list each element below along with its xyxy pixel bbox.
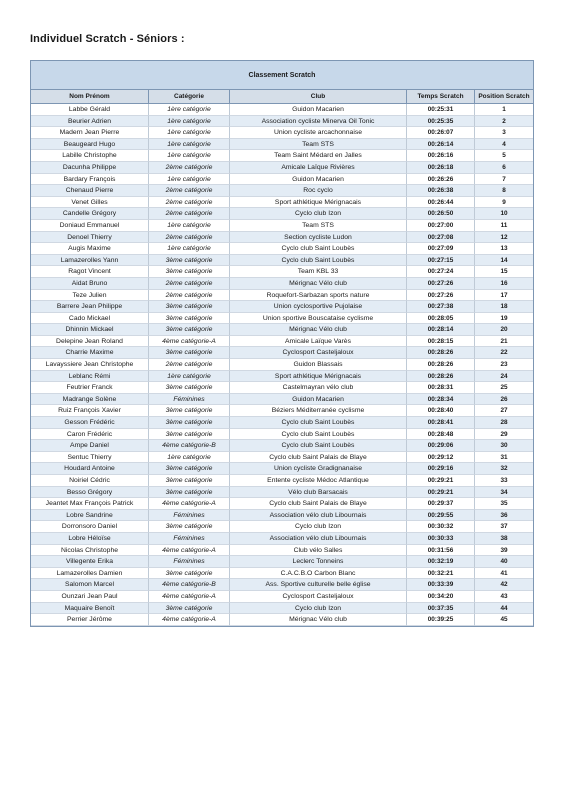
header-position: Position Scratch	[478, 93, 530, 100]
header-category: Catégorie	[149, 90, 230, 103]
cell-name: Madrange Solène	[31, 394, 149, 406]
cell-position: 20	[475, 324, 533, 336]
cell-time: 00:34:20	[407, 591, 475, 603]
cell-time: 00:26:38	[407, 185, 475, 197]
cell-position: 29	[475, 429, 533, 441]
cell-position: 42	[475, 579, 533, 591]
cell-position: 37	[475, 521, 533, 533]
cell-name: Candelle Grégory	[31, 208, 149, 220]
cell-name: Delepine Jean Roland	[31, 336, 149, 348]
cell-category: 4ème catégorie-A	[149, 336, 230, 348]
cell-position: 16	[475, 278, 533, 290]
cell-name: Houdard Antoine	[31, 463, 149, 475]
cell-name: Charrie Maxime	[31, 347, 149, 359]
table-row	[31, 197, 533, 209]
cell-category: 3ème catégorie	[149, 301, 230, 313]
cell-name: Lobre Sandrine	[31, 510, 149, 522]
table-body	[31, 104, 533, 626]
cell-category: 1ère catégorie	[149, 104, 230, 116]
cell-club: Castelmayran vélo club	[230, 382, 407, 394]
cell-position: 25	[475, 382, 533, 394]
cell-name: Besso Grégory	[31, 487, 149, 499]
cell-time: 00:26:26	[407, 174, 475, 186]
cell-category: 1ère catégorie	[149, 243, 230, 255]
table-row	[31, 510, 533, 522]
table-row	[31, 162, 533, 174]
cell-position: 10	[475, 208, 533, 220]
cell-club: Roc cyclo	[230, 185, 407, 197]
cell-name: Perrier Jérôme	[31, 614, 149, 626]
cell-club: Mérignac Vélo club	[230, 614, 407, 626]
table-row	[31, 382, 533, 394]
cell-category: 1ère catégorie	[149, 127, 230, 139]
cell-position: 26	[475, 394, 533, 406]
cell-time: 00:27:00	[407, 220, 475, 232]
table-row	[31, 336, 533, 348]
cell-club: C.A.C.B.O Carbon Blanc	[230, 568, 407, 580]
cell-name: Caron Frédéric	[31, 429, 149, 441]
cell-name: Labbe Gérald	[31, 104, 149, 116]
cell-name: Villegente Erika	[31, 556, 149, 568]
cell-time: 00:26:14	[407, 139, 475, 151]
table-row	[31, 359, 533, 371]
cell-time: 00:27:15	[407, 255, 475, 267]
cell-position: 11	[475, 220, 533, 232]
cell-category: 1ère catégorie	[149, 371, 230, 383]
cell-name: Nicolas Christophe	[31, 545, 149, 557]
cell-time: 00:29:12	[407, 452, 475, 464]
cell-club: Cyclo club Izon	[230, 521, 407, 533]
cell-club: Mérignac Vélo club	[230, 278, 407, 290]
cell-position: 43	[475, 591, 533, 603]
cell-name: Doniaud Emmanuel	[31, 220, 149, 232]
cell-category: 4ème catégorie-B	[149, 440, 230, 452]
cell-club: Cyclo club Saint Loubès	[230, 417, 407, 429]
cell-category: 3ème catégorie	[149, 521, 230, 533]
cell-time: 00:26:07	[407, 127, 475, 139]
cell-club: Cyclo club Saint Palais de Blaye	[230, 452, 407, 464]
cell-position: 39	[475, 545, 533, 557]
cell-time: 00:27:26	[407, 278, 475, 290]
cell-category: Féminines	[149, 556, 230, 568]
cell-club: Entente cycliste Médoc Atlantique	[230, 475, 407, 487]
cell-category: Féminines	[149, 533, 230, 545]
cell-category: 2ème catégorie	[149, 278, 230, 290]
table-row	[31, 150, 533, 162]
cell-club: Cyclosport Casteljaloux	[230, 591, 407, 603]
table-row	[31, 127, 533, 139]
cell-time: 00:32:21	[407, 568, 475, 580]
table-row	[31, 568, 533, 580]
cell-time: 00:29:16	[407, 463, 475, 475]
cell-category: 3ème catégorie	[149, 255, 230, 267]
cell-position: 34	[475, 487, 533, 499]
cell-name: Barrere Jean Philippe	[31, 301, 149, 313]
cell-position: 40	[475, 556, 533, 568]
cell-position: 36	[475, 510, 533, 522]
cell-position: 41	[475, 568, 533, 580]
header-club: Club	[230, 90, 407, 103]
cell-time: 00:29:37	[407, 498, 475, 510]
cell-time: 00:27:09	[407, 243, 475, 255]
table-row	[31, 475, 533, 487]
cell-category: 1ère catégorie	[149, 116, 230, 128]
cell-time: 00:28:15	[407, 336, 475, 348]
table-row	[31, 185, 533, 197]
cell-position: 17	[475, 290, 533, 302]
cell-name: Dhinnin Mickael	[31, 324, 149, 336]
cell-category: 1ère catégorie	[149, 452, 230, 464]
cell-club: Team Saint Médard en Jalles	[230, 150, 407, 162]
cell-time: 00:29:06	[407, 440, 475, 452]
cell-time: 00:31:56	[407, 545, 475, 557]
cell-club: Cyclo club Saint Loubès	[230, 429, 407, 441]
cell-name: Lobre Héloïse	[31, 533, 149, 545]
table-row	[31, 405, 533, 417]
table-row	[31, 324, 533, 336]
cell-time: 00:30:32	[407, 521, 475, 533]
cell-time: 00:29:21	[407, 487, 475, 499]
cell-name: Teze Julien	[31, 290, 149, 302]
cell-time: 00:37:35	[407, 603, 475, 615]
cell-club: Mérignac Vélo club	[230, 324, 407, 336]
cell-time: 00:28:05	[407, 313, 475, 325]
cell-position: 21	[475, 336, 533, 348]
cell-club: Guidon Blassais	[230, 359, 407, 371]
table-row	[31, 301, 533, 313]
cell-time: 00:33:39	[407, 579, 475, 591]
cell-position: 33	[475, 475, 533, 487]
cell-position: 27	[475, 405, 533, 417]
cell-name: Gesson Frédéric	[31, 417, 149, 429]
cell-category: 3ème catégorie	[149, 487, 230, 499]
cell-category: 2ème catégorie	[149, 208, 230, 220]
cell-category: 3ème catégorie	[149, 266, 230, 278]
table-row	[31, 440, 533, 452]
cell-name: Feutrier Franck	[31, 382, 149, 394]
cell-name: Salomon Marcel	[31, 579, 149, 591]
cell-position: 14	[475, 255, 533, 267]
table-row	[31, 243, 533, 255]
cell-time: 00:28:40	[407, 405, 475, 417]
cell-category: 1ère catégorie	[149, 220, 230, 232]
cell-category: 3ème catégorie	[149, 382, 230, 394]
cell-club: Union sportive Bouscataise cyclisme	[230, 313, 407, 325]
cell-position: 7	[475, 174, 533, 186]
table-row	[31, 394, 533, 406]
cell-category: 1ère catégorie	[149, 139, 230, 151]
table-row	[31, 579, 533, 591]
cell-name: Ragot Vincent	[31, 266, 149, 278]
cell-name: Aidat Bruno	[31, 278, 149, 290]
cell-name: Madern Jean Pierre	[31, 127, 149, 139]
cell-club: Sport athlétique Mérignacais	[230, 197, 407, 209]
cell-time: 00:26:50	[407, 208, 475, 220]
cell-category: 3ème catégorie	[149, 463, 230, 475]
cell-position: 24	[475, 371, 533, 383]
cell-category: 4ème catégorie-A	[149, 591, 230, 603]
cell-club: Club vélo Salles	[230, 545, 407, 557]
cell-club: Cyclo club Izon	[230, 603, 407, 615]
cell-club: Union cycliste arcachonnaise	[230, 127, 407, 139]
cell-position: 18	[475, 301, 533, 313]
table-row	[31, 463, 533, 475]
cell-category: 2ème catégorie	[149, 162, 230, 174]
cell-position: 3	[475, 127, 533, 139]
cell-name: Labille Christophe	[31, 150, 149, 162]
cell-name: Cado Mickael	[31, 313, 149, 325]
table-row	[31, 429, 533, 441]
cell-name: Sentuc Thierry	[31, 452, 149, 464]
cell-position: 31	[475, 452, 533, 464]
table-row	[31, 266, 533, 278]
table-banner: Classement Scratch	[31, 61, 533, 90]
cell-time: 00:28:41	[407, 417, 475, 429]
cell-name: Lavayssiere Jean Christophe	[31, 359, 149, 371]
cell-category: 3ème catégorie	[149, 603, 230, 615]
cell-position: 44	[475, 603, 533, 615]
cell-club: Amicale Laïque Varès	[230, 336, 407, 348]
cell-name: Beurier Adrien	[31, 116, 149, 128]
cell-category: 2ème catégorie	[149, 359, 230, 371]
cell-name: Noiriel Cédric	[31, 475, 149, 487]
table-row	[31, 452, 533, 464]
table-row	[31, 371, 533, 383]
cell-name: Ounzari Jean Paul	[31, 591, 149, 603]
cell-time: 00:27:26	[407, 290, 475, 302]
cell-time: 00:27:24	[407, 266, 475, 278]
cell-position: 38	[475, 533, 533, 545]
cell-club: Guidon Macarien	[230, 104, 407, 116]
cell-category: 3ème catégorie	[149, 313, 230, 325]
cell-time: 00:28:14	[407, 324, 475, 336]
cell-club: Roquefort-Sarbazan sports nature	[230, 290, 407, 302]
cell-name: Venet Gilles	[31, 197, 149, 209]
table-row	[31, 232, 533, 244]
cell-category: 2ème catégorie	[149, 197, 230, 209]
cell-position: 15	[475, 266, 533, 278]
table-row	[31, 498, 533, 510]
table-row	[31, 290, 533, 302]
cell-club: Cyclo club Saint Loubès	[230, 440, 407, 452]
table-row	[31, 208, 533, 220]
cell-club: Leclerc Tonneins	[230, 556, 407, 568]
cell-club: Amicale Laïque Rivières	[230, 162, 407, 174]
cell-club: Cyclo club Saint Palais de Blaye	[230, 498, 407, 510]
cell-position: 2	[475, 116, 533, 128]
cell-club: Association vélo club Libournais	[230, 510, 407, 522]
cell-category: 1ère catégorie	[149, 174, 230, 186]
cell-club: Team STS	[230, 220, 407, 232]
cell-category: 3ème catégorie	[149, 429, 230, 441]
cell-position: 28	[475, 417, 533, 429]
cell-club: Cyclo club Saint Loubès	[230, 255, 407, 267]
cell-position: 8	[475, 185, 533, 197]
table-row	[31, 603, 533, 615]
cell-club: Team STS	[230, 139, 407, 151]
cell-category: 3ème catégorie	[149, 417, 230, 429]
table-row	[31, 139, 533, 151]
cell-time: 00:29:55	[407, 510, 475, 522]
cell-name: Augis Maxime	[31, 243, 149, 255]
cell-time: 00:39:25	[407, 614, 475, 626]
table-row	[31, 174, 533, 186]
cell-category: Féminines	[149, 510, 230, 522]
cell-name: Jeantet Max François Patrick	[31, 498, 149, 510]
results-table	[30, 60, 534, 627]
cell-time: 00:28:48	[407, 429, 475, 441]
cell-time: 00:27:08	[407, 232, 475, 244]
cell-club: Union cycliste Gradignanaise	[230, 463, 407, 475]
cell-position: 5	[475, 150, 533, 162]
cell-category: 1ère catégorie	[149, 150, 230, 162]
cell-position: 4	[475, 139, 533, 151]
cell-name: Beaugeard Hugo	[31, 139, 149, 151]
cell-time: 00:32:19	[407, 556, 475, 568]
cell-category: Féminines	[149, 394, 230, 406]
cell-name: Chenaud Pierre	[31, 185, 149, 197]
cell-time: 00:28:26	[407, 359, 475, 371]
cell-position: 45	[475, 614, 533, 626]
cell-category: 2ème catégorie	[149, 232, 230, 244]
cell-position: 30	[475, 440, 533, 452]
page-title: Individuel Scratch - Séniors :	[30, 33, 185, 45]
cell-category: 4ème catégorie-A	[149, 614, 230, 626]
cell-category: 4ème catégorie-B	[149, 579, 230, 591]
cell-club: Sport athlétique Mérignacais	[230, 371, 407, 383]
cell-time: 00:26:18	[407, 162, 475, 174]
cell-name: Ruiz François Xavier	[31, 405, 149, 417]
cell-name: Dorronsoro Daniel	[31, 521, 149, 533]
cell-position: 12	[475, 232, 533, 244]
cell-position: 32	[475, 463, 533, 475]
cell-name: Lamazerolles Yann	[31, 255, 149, 267]
cell-name: Leblanc Rémi	[31, 371, 149, 383]
cell-category: 3ème catégorie	[149, 475, 230, 487]
cell-club: Association cycliste Minerva Oil Tonic	[230, 116, 407, 128]
cell-category: 3ème catégorie	[149, 405, 230, 417]
cell-time: 00:27:38	[407, 301, 475, 313]
table-header-row	[31, 90, 533, 104]
cell-time: 00:26:44	[407, 197, 475, 209]
cell-time: 00:25:31	[407, 104, 475, 116]
table-row	[31, 347, 533, 359]
cell-club: Cyclosport Casteljaloux	[230, 347, 407, 359]
cell-club: Team KBL 33	[230, 266, 407, 278]
cell-time: 00:28:26	[407, 347, 475, 359]
cell-club: Béziers Méditerranée cyclisme	[230, 405, 407, 417]
cell-time: 00:28:31	[407, 382, 475, 394]
cell-club: Cyclo club Saint Loubès	[230, 243, 407, 255]
cell-time: 00:25:35	[407, 116, 475, 128]
cell-club: Cyclo club Izon	[230, 208, 407, 220]
cell-category: 2ème catégorie	[149, 185, 230, 197]
cell-position: 13	[475, 243, 533, 255]
table-row	[31, 116, 533, 128]
cell-club: Vélo club Barsacais	[230, 487, 407, 499]
cell-name: Ampe Daniel	[31, 440, 149, 452]
cell-time: 00:28:26	[407, 371, 475, 383]
cell-club: Guidon Macarien	[230, 394, 407, 406]
header-name: Nom Prénom	[31, 90, 149, 103]
cell-position: 23	[475, 359, 533, 371]
cell-time: 00:30:33	[407, 533, 475, 545]
cell-name: Maquaire Benoît	[31, 603, 149, 615]
cell-name: Denoel Thierry	[31, 232, 149, 244]
cell-position: 22	[475, 347, 533, 359]
table-row	[31, 614, 533, 626]
table-row	[31, 278, 533, 290]
cell-club: Section cycliste Ludon	[230, 232, 407, 244]
table-row	[31, 521, 533, 533]
table-row	[31, 591, 533, 603]
table-row	[31, 545, 533, 557]
cell-name: Dacunha Philippe	[31, 162, 149, 174]
cell-club: Guidon Macarien	[230, 174, 407, 186]
cell-name: Lamazerolles Damien	[31, 568, 149, 580]
cell-position: 1	[475, 104, 533, 116]
cell-category: 3ème catégorie	[149, 568, 230, 580]
cell-club: Union cyclosportive Pujolaise	[230, 301, 407, 313]
cell-club: Ass. Sportive culturelle belle église	[230, 579, 407, 591]
cell-category: 3ème catégorie	[149, 324, 230, 336]
cell-time: 00:28:34	[407, 394, 475, 406]
cell-position: 19	[475, 313, 533, 325]
table-row	[31, 556, 533, 568]
header-time: Temps Scratch	[407, 90, 475, 103]
cell-name: Bardary François	[31, 174, 149, 186]
cell-category: 2ème catégorie	[149, 290, 230, 302]
cell-category: 4ème catégorie-A	[149, 545, 230, 557]
cell-position: 9	[475, 197, 533, 209]
table-row	[31, 255, 533, 267]
table-row	[31, 417, 533, 429]
table-row	[31, 487, 533, 499]
table-row	[31, 104, 533, 116]
cell-time: 00:26:16	[407, 150, 475, 162]
table-row	[31, 220, 533, 232]
cell-club: Association vélo club Libournais	[230, 533, 407, 545]
cell-time: 00:29:21	[407, 475, 475, 487]
table-row	[31, 533, 533, 545]
cell-position: 35	[475, 498, 533, 510]
cell-category: 3ème catégorie	[149, 347, 230, 359]
cell-position: 6	[475, 162, 533, 174]
table-row	[31, 313, 533, 325]
cell-category: 4ème catégorie-A	[149, 498, 230, 510]
